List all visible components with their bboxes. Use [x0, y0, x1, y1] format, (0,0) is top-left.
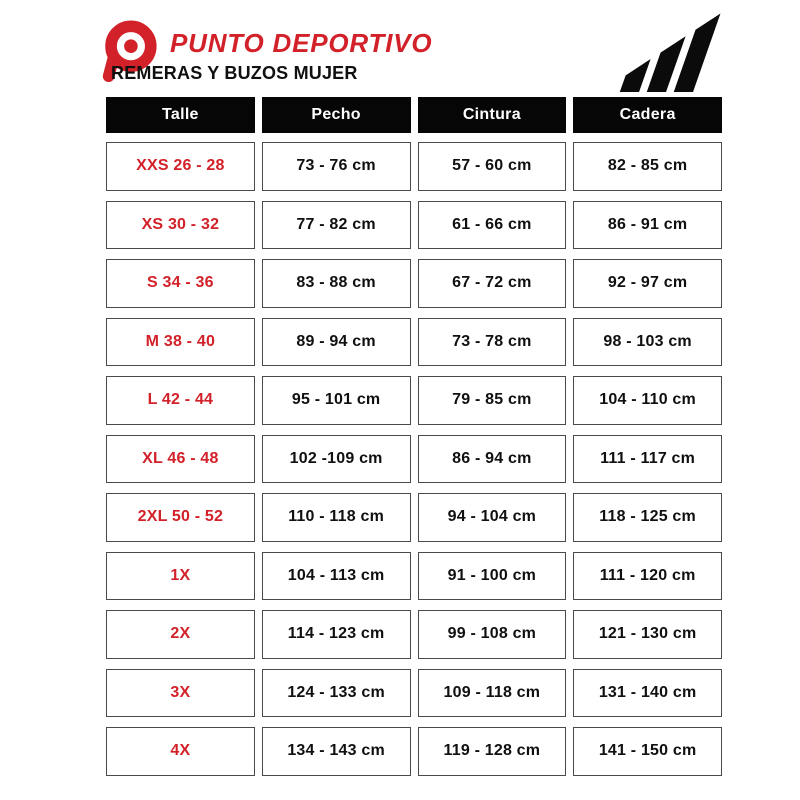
measurement-cell: 57 - 60 cm	[418, 142, 567, 191]
column-header-cadera: Cadera	[573, 97, 722, 133]
size-table-body	[106, 142, 722, 776]
measurement-cell: 102 -109 cm	[262, 435, 411, 484]
size-label-cell: XS 30 - 32	[106, 201, 255, 250]
measurement-cell: 67 - 72 cm	[418, 259, 567, 308]
size-table	[106, 97, 722, 776]
measurement-cell: 121 - 130 cm	[573, 610, 722, 659]
measurement-cell: 114 - 123 cm	[262, 610, 411, 659]
measurement-cell: 82 - 85 cm	[573, 142, 722, 191]
measurement-cell: 86 - 94 cm	[418, 435, 567, 484]
measurement-cell: 111 - 120 cm	[573, 552, 722, 601]
measurement-cell: 110 - 118 cm	[262, 493, 411, 542]
column-header-pecho: Pecho	[262, 97, 411, 133]
measurement-cell: 111 - 117 cm	[573, 435, 722, 484]
page-title: REMERAS Y BUZOS MUJER	[111, 63, 358, 83]
column-header-cintura: Cintura	[418, 97, 567, 133]
measurement-cell: 141 - 150 cm	[573, 727, 722, 776]
measurement-cell: 94 - 104 cm	[418, 493, 567, 542]
measurement-cell: 79 - 85 cm	[418, 376, 567, 425]
measurement-cell: 61 - 66 cm	[418, 201, 567, 250]
measurement-cell: 91 - 100 cm	[418, 552, 567, 601]
measurement-cell: 77 - 82 cm	[262, 201, 411, 250]
measurement-cell: 73 - 78 cm	[418, 318, 567, 367]
measurement-cell: 131 - 140 cm	[573, 669, 722, 718]
measurement-cell: 104 - 110 cm	[573, 376, 722, 425]
measurement-cell: 95 - 101 cm	[262, 376, 411, 425]
size-table-header-row	[106, 97, 722, 133]
measurement-cell: 83 - 88 cm	[262, 259, 411, 308]
size-label-cell: 3X	[106, 669, 255, 718]
measurement-cell: 89 - 94 cm	[262, 318, 411, 367]
measurement-cell: 73 - 76 cm	[262, 142, 411, 191]
size-label-cell: 4X	[106, 727, 255, 776]
measurement-cell: 109 - 118 cm	[418, 669, 567, 718]
size-label-cell: XXS 26 - 28	[106, 142, 255, 191]
size-label-cell: 1X	[106, 552, 255, 601]
measurement-cell: 118 - 125 cm	[573, 493, 722, 542]
brand-name: PUNTO DEPORTIVO	[170, 28, 433, 58]
measurement-cell: 98 - 103 cm	[573, 318, 722, 367]
measurement-cell: 86 - 91 cm	[573, 201, 722, 250]
size-label-cell: M 38 - 40	[106, 318, 255, 367]
measurement-cell: 134 - 143 cm	[262, 727, 411, 776]
size-label-cell: L 42 - 44	[106, 376, 255, 425]
measurement-cell: 92 - 97 cm	[573, 259, 722, 308]
adidas-logo-icon	[612, 13, 722, 92]
size-label-cell: 2X	[106, 610, 255, 659]
measurement-cell: 99 - 108 cm	[418, 610, 567, 659]
size-label-cell: S 34 - 36	[106, 259, 255, 308]
measurement-cell: 104 - 113 cm	[262, 552, 411, 601]
column-header-talle: Talle	[106, 97, 255, 133]
measurement-cell: 124 - 133 cm	[262, 669, 411, 718]
measurement-cell: 119 - 128 cm	[418, 727, 567, 776]
size-label-cell: XL 46 - 48	[106, 435, 255, 484]
size-label-cell: 2XL 50 - 52	[106, 493, 255, 542]
